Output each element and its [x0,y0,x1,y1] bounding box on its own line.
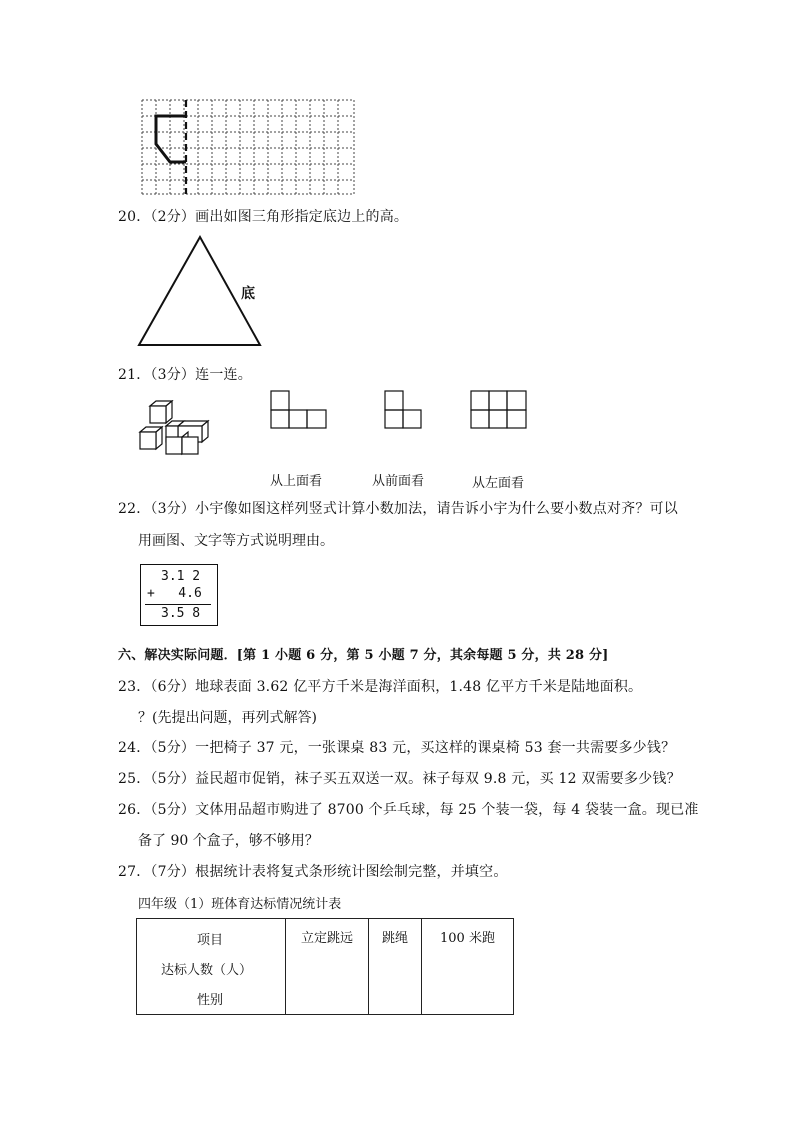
question-23-line1: 23．（6分）地球表面 3.62 亿平方千米是海洋面积，1.48 亿平方千米是陆地面积。 [118,679,643,695]
col-jump-rope: 跳绳 [369,919,422,1015]
question-26-line1: 26．（5分）文体用品超市购进了 8700 个乒乓球，每 25 个装一袋，每 4 袋装一盒。现已准 [118,802,699,818]
section-6-heading: 六、解决实际问题．[第 1 小题 6 分，第 5 小题 7 分，其余每题 5 分，共 28 分] [118,648,609,663]
question-21: 21．（3分）连一连。 [118,367,252,383]
diagonal-header-cell [137,919,286,1015]
cubes-3d-figure [138,400,210,456]
triangle-figure [136,234,286,348]
col-100m: 100 米跑 [422,919,514,1015]
header-gender: 性别 [197,993,224,1008]
view-label-left: 从左面看 [472,476,525,491]
calc-row-1: 3.1 2 [161,569,201,584]
view-label-front: 从前面看 [372,474,425,489]
left-view-shape [470,390,528,430]
question-27: 27．（7分）根据统计表将复式条形统计图绘制完整，并填空。 [118,864,508,880]
question-23-line2: ？(先提出问题，再列式解答) [138,710,317,726]
question-26-line2: 备了 90 个盒子，够不够用？ [138,833,319,849]
header-count: 达标人数（人） [161,963,253,978]
calc-row-2: + 4.6 [147,586,202,601]
col-standing-jump: 立定跳远 [286,919,369,1015]
front-view-shape [384,390,424,430]
header-item: 项目 [197,933,224,948]
stat-table-title: 四年级（1）班体育达标情况统计表 [138,897,342,912]
stat-table [136,918,514,1015]
question-20: 20．（2分）画出如图三角形指定底边上的高。 [118,209,409,225]
question-25: 25．（5分）益民超市促销，袜子买五双送一双。袜子每双 9.8 元，买 12 双需要多少钱？ [118,771,681,787]
calc-rule [145,604,211,605]
question-24: 24．（5分）一把椅子 37 元，一张课桌 83 元，买这样的课桌椅 53 套一共需要多少钱？ [118,740,676,756]
base-label: 底 [241,286,255,302]
question-22-line2: 用画图、文字等方式说明理由。 [138,533,334,549]
calc-result: 3.5 8 [161,606,201,621]
vertical-addition-box [140,564,218,626]
view-label-top: 从上面看 [270,474,323,489]
symmetry-grid-figure [140,98,356,196]
top-view-shape [270,390,328,430]
question-22-line1: 22．（3分）小宇像如图这样列竖式计算小数加法，请告诉小宇为什么要小数点对齐？可以 [118,501,678,517]
